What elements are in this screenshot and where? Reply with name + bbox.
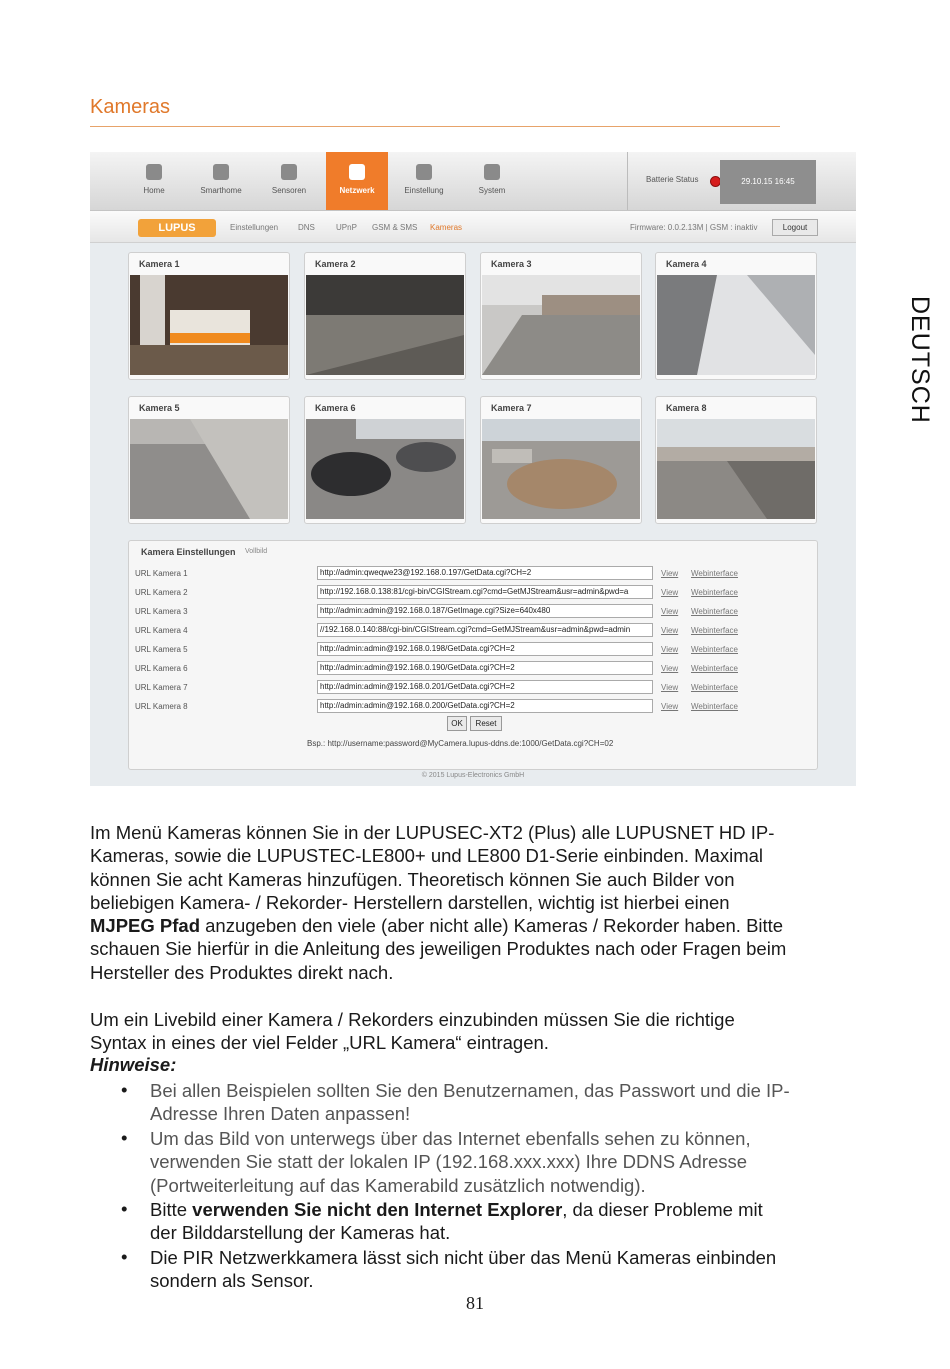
text-line: sondern als Sensor. [150, 1270, 314, 1292]
view-link[interactable]: View [661, 569, 679, 578]
text-line: Syntax in eines der viel Felder „URL Kamera“ eintragen. [90, 1032, 549, 1054]
camera-6-image [306, 419, 464, 519]
top-navigation [90, 152, 856, 211]
mjpeg-term: MJPEG Pfad [90, 915, 200, 937]
subnav-dns[interactable]: DNS [298, 223, 315, 232]
text-line: Um das Bild von unterwegs über das Internet ebenfalls sehen zu können, [150, 1128, 751, 1149]
view-link[interactable]: View [661, 702, 679, 711]
camera-tile-3[interactable] [480, 252, 642, 380]
text-line: Kameras, sowie die LUPUSTEC-LE800+ und LE800 D1-Serie einbinden. Maximal [90, 845, 764, 867]
url-input[interactable]: http://admin:admin@192.168.0.198/GetData.cgi?CH=2 [317, 642, 653, 656]
camera-name: Kamera 4 [666, 259, 707, 269]
nav-sensoren-label: Sensoren [271, 186, 307, 195]
url-input[interactable]: http://192.168.0.138:81/cgi-bin/CGIStream.cgi?cmd=GetMJStream&usr=admin&pwd=a [317, 585, 653, 599]
subnav-gsm-sms[interactable]: GSM & SMS [372, 223, 418, 232]
logout-button[interactable]: Logout [772, 219, 818, 236]
text-fragment: anzugeben den viele (aber nicht alle) Kameras / Rekorder haben. Bitte [200, 915, 784, 937]
screenshot-camera-ui [90, 152, 856, 786]
view-link[interactable]: View [661, 607, 679, 616]
nav-system-label: System [478, 186, 506, 195]
camera-tile-2[interactable] [304, 252, 466, 380]
network-icon [349, 164, 365, 180]
camera-name: Kamera 7 [491, 403, 532, 413]
text-fragment: Bitte [150, 1199, 193, 1220]
url-row [129, 603, 817, 621]
subnav-einstellungen[interactable]: Einstellungen [230, 223, 279, 232]
text-line: Bei allen Beispielen sollten Sie den Benutzernamen, das Passwort und die IP- [150, 1080, 790, 1101]
chart-icon [484, 164, 500, 180]
nav-netzwerk-label: Netzwerk [339, 186, 375, 195]
side-language-text: DEUTSCH [906, 296, 934, 424]
page-number: 81 [466, 1293, 484, 1313]
battery-status-label: Batterie Status [646, 175, 699, 184]
datetime-display: 29.10.15 16:45 [720, 160, 816, 204]
url-example: Bsp.: http://username:password@MyCamera.lupus-ddns.de:1000/GetData.cgi?CH=02 [307, 739, 614, 748]
text-line: Um ein Livebild einer Kamera / Rekorders einzubinden müssen Sie die richtige [90, 1009, 735, 1030]
text-line [150, 1198, 860, 1221]
url-row [129, 660, 817, 678]
camera-3-image [482, 275, 640, 375]
camera-name: Kamera 3 [491, 259, 532, 269]
nav-sensoren[interactable] [258, 152, 320, 210]
text-fragment: , da dieser Probleme mit [562, 1199, 763, 1220]
title-divider [90, 126, 780, 127]
nav-system[interactable] [461, 152, 523, 210]
url-input[interactable]: //192.168.0.140:88/cgi-bin/CGIStream.cgi?cmd=GetMJStream&usr=admin&pwd=admin [317, 623, 653, 637]
top-divider [627, 152, 628, 210]
url-label: URL Kamera 1 [135, 569, 188, 578]
camera-settings-panel [128, 540, 818, 770]
url-label: URL Kamera 8 [135, 702, 188, 711]
text-line: beliebigen Kamera- / Rekorder- Herstellern darstellen, wichtig ist hierbei einen [90, 891, 730, 913]
firmware-info: Firmware: 0.0.2.13M | GSM : inaktiv [630, 223, 758, 232]
sensor-icon [281, 164, 297, 180]
subnav-upnp[interactable]: UPnP [336, 223, 357, 232]
hint-item [150, 1198, 860, 1245]
nav-smarthome-label: Smarthome [200, 186, 242, 195]
side-language-label [905, 296, 945, 446]
text-line: Im Menü Kameras können Sie in der LUPUSEC-XT2 (Plus) alle LUPUSNET HD IP- [90, 822, 775, 843]
camera-tile-6[interactable] [304, 396, 466, 524]
camera-1-image [130, 275, 288, 375]
paragraph-livebild [90, 1008, 870, 1055]
hint-item [150, 1246, 860, 1293]
text-line: schauen Sie hierfür in die Anleitung des jeweiligen Produktes nach oder Fragen beim [90, 938, 787, 960]
ok-button[interactable]: OK [447, 716, 467, 731]
section-title: Kameras [90, 96, 171, 118]
house-icon [213, 164, 229, 180]
camera-tile-7[interactable] [480, 396, 642, 524]
lupus-logo: LUPUS [138, 219, 216, 237]
bullet-marker: • [121, 1246, 128, 1267]
url-input[interactable]: http://admin:qweqwe23@192.168.0.197/GetData.cgi?CH=2 [317, 566, 653, 580]
url-input[interactable]: http://admin:admin@192.168.0.187/GetImage.cgi?Size=640x480 [317, 604, 653, 618]
subnav-kameras[interactable]: Kameras [430, 223, 463, 232]
url-input[interactable]: http://admin:admin@192.168.0.201/GetData.cgi?CH=2 [317, 680, 653, 694]
nav-home[interactable] [123, 152, 185, 210]
webinterface-link[interactable]: Webinterface [691, 588, 738, 597]
view-link[interactable]: View [661, 664, 679, 673]
url-label: URL Kamera 7 [135, 683, 188, 692]
bullet-marker: • [121, 1079, 128, 1100]
camera-2-image [306, 275, 464, 375]
camera-4-image [657, 275, 815, 375]
camera-5-image [130, 419, 288, 519]
webinterface-link[interactable]: Webinterface [691, 626, 738, 635]
camera-name: Kamera 8 [666, 403, 707, 413]
camera-name: Kamera 2 [315, 259, 356, 269]
webinterface-link[interactable]: Webinterface [691, 645, 738, 654]
text-line: Hersteller des Produktes direkt nach. [90, 961, 394, 983]
paragraph-intro [90, 821, 870, 984]
nav-netzwerk[interactable] [326, 152, 388, 210]
nav-einstellung[interactable] [393, 152, 455, 210]
url-label: URL Kamera 6 [135, 664, 188, 673]
bullet-marker: • [121, 1127, 128, 1148]
url-row [129, 698, 817, 716]
nav-smarthome[interactable] [190, 152, 252, 210]
camera-tile-1[interactable] [128, 252, 290, 380]
camera-8-image [657, 419, 815, 519]
reset-button[interactable]: Reset [470, 716, 502, 731]
camera-tile-4[interactable] [655, 252, 817, 380]
url-label: URL Kamera 2 [135, 588, 188, 597]
text-line: Adresse Ihren Daten anpassen! [150, 1103, 411, 1125]
webinterface-link[interactable]: Webinterface [691, 664, 738, 673]
url-row [129, 565, 817, 583]
nav-home-label: Home [143, 186, 165, 195]
url-label: URL Kamera 4 [135, 626, 188, 635]
view-link[interactable]: View [661, 626, 679, 635]
text-line [90, 914, 870, 937]
camera-tile-8[interactable] [655, 396, 817, 524]
hint-item [150, 1127, 860, 1197]
text-line: verwenden Sie statt der lokalen IP (192.168.xxx.xxx) Ihre DDNS Adresse [150, 1151, 748, 1173]
webinterface-link[interactable]: Webinterface [691, 607, 738, 616]
url-row [129, 679, 817, 697]
view-link[interactable]: View [661, 683, 679, 692]
text-line: (Portweiterleitung auf das Kamerabild zusätzlich notwendig). [150, 1174, 646, 1196]
camera-name: Kamera 1 [139, 259, 180, 269]
camera-7-image [482, 419, 640, 519]
webinterface-link[interactable]: Webinterface [691, 702, 738, 711]
webinterface-link[interactable]: Webinterface [691, 569, 738, 578]
view-link[interactable]: View [661, 588, 679, 597]
hints-heading: Hinweise: [90, 1054, 177, 1075]
camera-name: Kamera 5 [139, 403, 180, 413]
camera-name: Kamera 6 [315, 403, 356, 413]
camera-tile-5[interactable] [128, 396, 290, 524]
text-line: können Sie acht Kameras hinzufügen. Theoretisch können Sie auch Bilder von [90, 868, 735, 890]
copyright: © 2015 Lupus-Electronics GmbH [421, 772, 525, 779]
fullscreen-link[interactable]: Vollbild [245, 548, 268, 555]
hint-item [150, 1079, 860, 1126]
url-input[interactable]: http://admin:admin@192.168.0.200/GetData.cgi?CH=2 [317, 699, 653, 713]
url-label: URL Kamera 3 [135, 607, 188, 616]
text-line: Die PIR Netzwerkkamera lässt sich nicht über das Menü Kameras einbinden [150, 1247, 777, 1268]
gear-icon [416, 164, 432, 180]
text-line: der Bilddarstellung der Kameras hat. [150, 1222, 451, 1244]
url-row [129, 641, 817, 659]
panel-title: Kamera Einstellungen [141, 547, 236, 557]
url-row [129, 584, 817, 602]
bullet-marker: • [121, 1198, 128, 1219]
webinterface-link[interactable]: Webinterface [691, 683, 738, 692]
url-label: URL Kamera 5 [135, 645, 188, 654]
view-link[interactable]: View [661, 645, 679, 654]
sub-navigation [90, 211, 856, 243]
ie-warning: verwenden Sie nicht den Internet Explorer [192, 1199, 563, 1220]
url-input[interactable]: http://admin:admin@192.168.0.190/GetData.cgi?CH=2 [317, 661, 653, 675]
url-row [129, 622, 817, 640]
home-icon [146, 164, 162, 180]
nav-einstellung-label: Einstellung [404, 186, 444, 195]
